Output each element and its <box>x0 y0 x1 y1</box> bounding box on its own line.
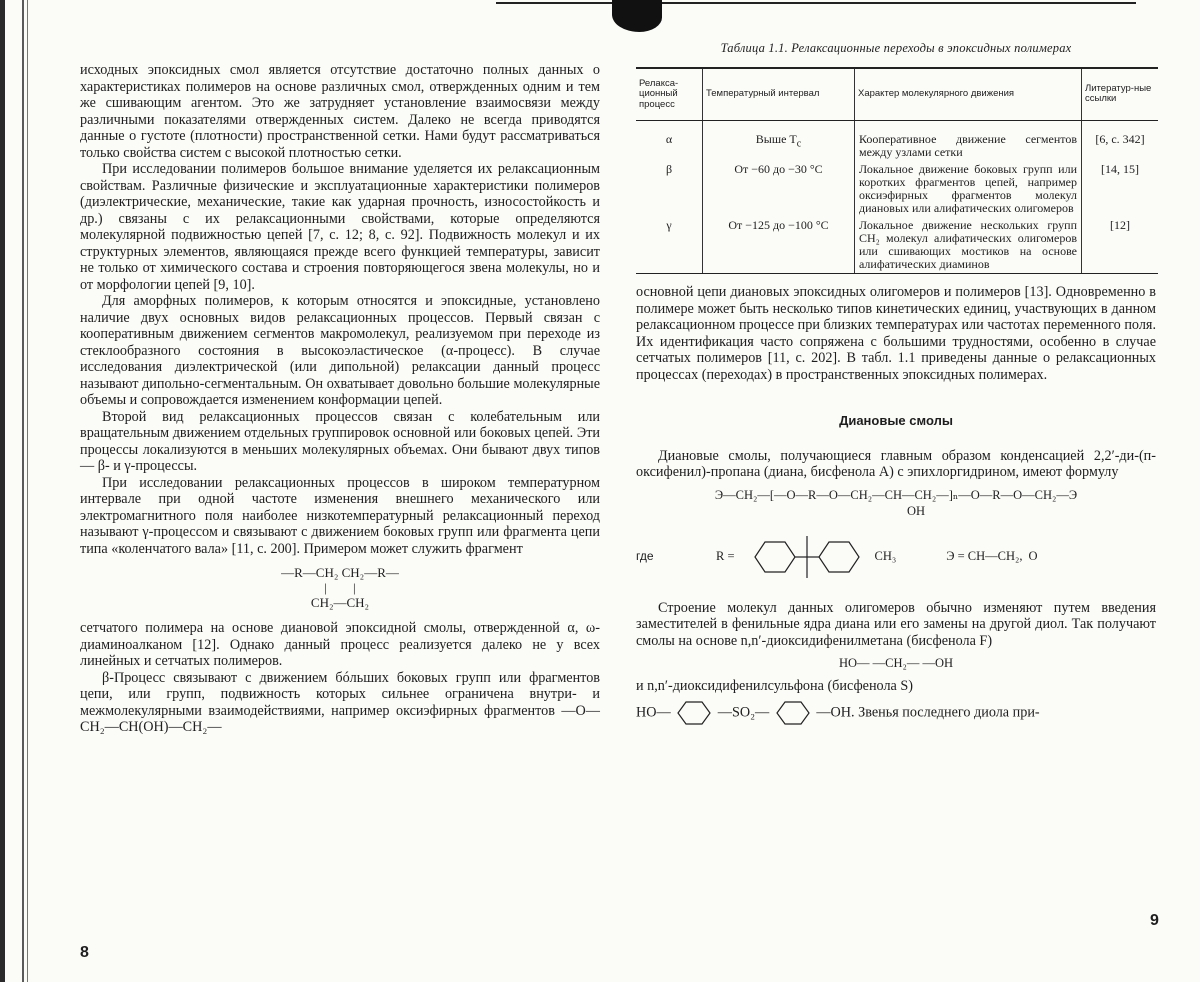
page-number-left: 8 <box>80 944 89 961</box>
table-cell: [14, 15] <box>1082 161 1159 217</box>
epoxy-oxygen: O <box>1028 549 1038 564</box>
formula-part: —OH. Звенья последнего диола при- <box>816 704 1040 721</box>
paragraph: β-Процесс связывают с движением бóльших боковых групп или фрагментов цепи, или групп, подвижность которых сильнее ограничена внутри- и межмолекулярными взаимодействиями, например оксиэфирных фрагментов —O—CH₂—CH(OH)—CH₂— <box>80 669 600 735</box>
where-label: где <box>636 549 654 564</box>
benzene-ring-icon <box>674 700 714 726</box>
table-row <box>636 161 1158 217</box>
paragraph: Второй вид релаксационных процессов связан с колебательным или вращательным движением отдельных группировок основной или боковых цепей. Эти процессы локализуются в меньших молекулярных объемах. Они бывают двух типов — β- и γ-процессы. <box>80 408 600 474</box>
table-cell: От −60 до −30 °C <box>703 161 855 217</box>
scan-shadow <box>612 0 662 32</box>
benzene-ring-icon <box>773 700 813 726</box>
table-cell: От −125 до −100 °C <box>703 217 855 274</box>
paragraph: При исследовании релаксационных процессов в широком температурном интервале при одной частоте изменения внешнего механического или электромагнитного поля наиболее низкотемпературный релаксационный переход называют γ-процессом и связывают с движением боковых групп или фрагмента цепи типа «коленчатого вала» [11, с. 200]. Примером может служить фрагмент <box>80 474 600 557</box>
crankshaft-formula <box>80 565 600 610</box>
paragraph: и n,n′-диоксидифенилсульфона (бисфенола S) <box>636 677 913 694</box>
table-cell: β <box>665 162 673 176</box>
bisphenol-s-formula <box>636 700 1156 726</box>
paragraph: основной цепи диановых эпоксидных олигомеров и полимеров [13]. Одновременно в полимере может быть несколько типов кинетических единиц, участвующих в данном релаксационном процессе при близких температурах или частотах переменного поля. Их идентификация часто сопряжена с большими трудностями, особенно в случае сетчатых полимеров [11, с. 202]. В табл. 1.1 приведены данные о релаксационных процессах (переходах) в пространственных эпоксидных полимерах. <box>636 284 1156 383</box>
formula-line: CH₂—CH₂ <box>310 595 370 610</box>
table-header: Температурный интервал <box>703 68 855 121</box>
paragraph: исходных эпоксидных смол является отсутствие достаточно полных данных о характеристиках полимеров на основе различных смол, отвержденных одним и тем же сшивающим агентом. Это же затрудняет установление взаимосвязи между различными показателями отвержденных систем. Далеко не всегда приводятся данные о густоте (плотности) пространственной сетки. Нами будут рассматриваться только свойства систем с высокой плотностью сетки. <box>80 62 600 161</box>
table-cell: Выше $T_c$ <box>703 131 855 161</box>
formula-line: Э—CH₂—[—O—R—O—CH₂—CH—CH₂—]ₙ—O—R—O—CH₂—Э <box>714 487 1078 502</box>
substituent-definitions <box>636 528 1156 586</box>
ch3-label: CH₃ <box>874 549 897 564</box>
paragraph: Строение молекул данных олигомеров обычно изменяют путем введения заместителей в фенильные ядра диана или его замены на другой диол. Так получают смолы на основе n,n′-диоксидифенилметана (бисфенола F) <box>636 599 1156 649</box>
relaxation-table <box>636 67 1158 275</box>
diphenylpropane-structure-icon <box>735 528 875 586</box>
section-heading: Диановые смолы <box>839 413 953 428</box>
paragraph: Для аморфных полимеров, к которым относятся и эпоксидные, установлено наличие двух основных видов релаксационных процессов. Первый связан с кооперативным движением сегментов макромолекул, реализуемом при переходе из стеклообразного состояния в высокоэластическое (α-процесс). В случае исследования диэлектрической (или дипольной) релаксации данный процесс называют дипольно-сегментальным. Он охватывает довольно большие молекулярные объемы и сопровождается изменением конформации цепей. <box>80 293 600 408</box>
formula-part: —SO₂— <box>717 704 770 721</box>
paragraph: При исследовании полимеров большое внимание уделяется их релаксационным свойствам. Различные физические и эксплуатационные характеристики полимеров (диэлектрические, механические, такие как ударная прочность, износостойкость и др.) связаны с их релаксационными свойствами, которые определяются молекулярной подвижностью цепей [7, с. 12; 8, с. 92]. Подвижность молекул и их структурных элементов, являющаяся прежде всего функцией температуры, зависит не только от химического состава и строения повторяющегося звена молекулы, но и от морфологии цепей [9, 10]. <box>80 161 600 293</box>
table-header: Характер молекулярного движения <box>855 68 1082 121</box>
right-page-text <box>636 40 1156 726</box>
table-header: Литератур-ные ссылки <box>1082 68 1159 121</box>
table-caption: Таблица 1.1. Релаксационные переходы в эпоксидных полимерах <box>720 41 1072 55</box>
table-row <box>636 217 1158 274</box>
table-cell: [6, с. 342] <box>1082 131 1159 161</box>
book-spine <box>0 0 36 982</box>
table-cell: Кооперативное движение сегментов между узлами сетки <box>855 131 1082 161</box>
table-cell: [12] <box>1082 217 1159 274</box>
paragraph: Диановые смолы, получающиеся главным образом конденсацией 2,2′-ди-(п-оксифенил)-пропана (диана, бисфенола А) с эпихлоргидрином, имеют формулу <box>636 447 1156 480</box>
table-row <box>636 131 1158 161</box>
page-top-edge <box>496 2 1136 4</box>
page-number-right: 9 <box>1150 912 1159 929</box>
left-page-text <box>80 62 600 736</box>
table-header: Релакса-ционный процесс <box>636 68 703 121</box>
formula-hydroxyl: OH <box>906 504 926 518</box>
epoxy-label: Э = CH—CH₂, <box>946 549 1023 564</box>
dian-resin-formula <box>636 487 1156 520</box>
table-cell: α <box>665 132 673 146</box>
paragraph: сетчатого полимера на основе диановой эпоксидной смолы, отвержденной α, ω-диаминоалканом [12]. Однако данный процесс реализуется далеко не у всех линейных и сетчатых полимеров. <box>80 620 600 669</box>
table-cell: γ <box>636 217 703 274</box>
formula-part: HO— <box>636 704 671 721</box>
table-cell: Локальное движение боковых групп или коротких фрагментов цепей, например оксиэфирных фрагментов молекул диановых или алифатических олигомеров <box>855 161 1082 217</box>
table-cell: Локальное движение нескольких групп CH₂ молекул алифатических олигомеров или сшивающих мостиков на основе алифатических диаминов <box>855 217 1082 274</box>
r-label: R = <box>716 549 735 564</box>
bisphenol-f-formula: HO— —CH₂— —OH <box>838 656 954 670</box>
formula-bonds: | | <box>324 580 356 595</box>
formula-line: —R—CH₂ CH₂—R— <box>281 565 399 580</box>
